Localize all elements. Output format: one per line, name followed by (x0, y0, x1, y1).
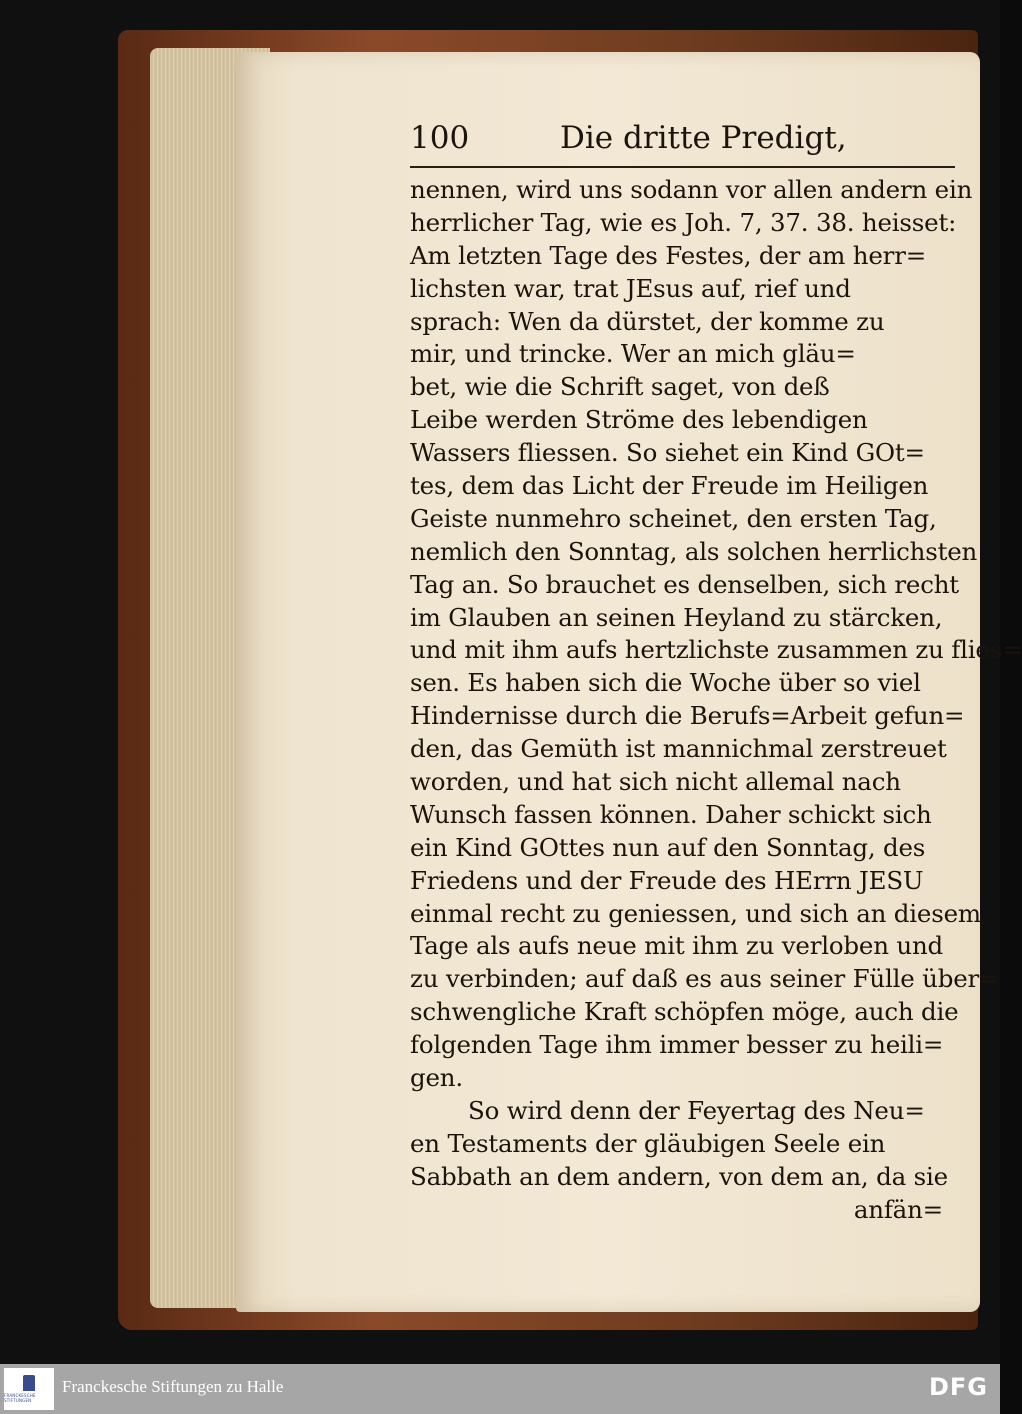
text-line: folgenden Tage ihm immer besser zu heili= (410, 1030, 944, 1060)
text-line: Tage als aufs neue mit ihm zu verloben und (410, 931, 944, 961)
text-line: nemlich den Sonntag, als solchen herrlichsten (410, 536, 978, 566)
text-line: den, das Gemüth ist mannichmal zerstreuet (410, 734, 947, 764)
text-line: Hindernisse durch die Berufs=Arbeit gefun= (410, 701, 965, 731)
institution-logo[interactable] (4, 1368, 54, 1410)
text-line: Wassers fliessen. So siehet ein Kind GOt= (410, 438, 925, 468)
text-line: zu verbinden; auf daß es aus seiner Fülle über= (410, 964, 1000, 994)
text-line: Leibe werden Ströme des lebendigen (410, 405, 868, 435)
page-header (410, 120, 955, 164)
body-text (410, 174, 1022, 1227)
page-number: 100 (410, 120, 470, 156)
funder-logo[interactable]: DFG (928, 1373, 988, 1401)
text-line: Tag an. So brauchet es denselben, sich recht (410, 569, 959, 599)
logo-text: FRANCKESCHE STIFTUNGEN (4, 1393, 36, 1403)
text-line: Wunsch fassen können. Daher schickt sich (410, 799, 932, 829)
text-line: im Glauben an seinen Heyland zu stärcken, (410, 602, 943, 632)
text-line: worden, und hat sich nicht allemal nach (410, 767, 901, 797)
logo-icon (23, 1375, 35, 1391)
text-block (410, 120, 1022, 1227)
text-line: Friedens und der Freude des HErrn JESU (410, 865, 924, 895)
text-line: Am letzten Tage des Festes, der am herr= (410, 240, 927, 270)
text-line: bet, wie die Schrift saget, von deß (410, 372, 830, 402)
text-line: ein Kind GOttes nun auf den Sonntag, des (410, 832, 926, 862)
text-line: lichsten war, trat JEsus auf, rief und (410, 273, 851, 303)
text-line: schwengliche Kraft schöpfen möge, auch die (410, 997, 959, 1027)
text-line: gen. (410, 1063, 463, 1093)
running-head: Die dritte Predigt, (560, 120, 847, 156)
text-line: nennen, wird uns sodann vor allen andern ein (410, 175, 973, 204)
text-line: einmal recht zu geniessen, und sich an diesem (410, 898, 981, 928)
viewer-footer (0, 1364, 1000, 1414)
text-line: sprach: Wen da dürstet, der komme zu (410, 306, 885, 336)
text-line: Geiste nunmehro scheinet, den ersten Tag, (410, 503, 937, 533)
text-line: mir, und trincke. Wer an mich gläu= (410, 339, 856, 369)
text-line: en Testaments der gläubigen Seele ein (410, 1128, 886, 1158)
header-rule (410, 166, 955, 168)
text-line: Sabbath an dem andern, von dem an, da sie (410, 1161, 948, 1191)
text-line: herrlicher Tag, wie es Joh. 7, 37. 38. heisset: (410, 207, 957, 237)
text-line: tes, dem das Licht der Freude im Heiligen (410, 471, 929, 501)
text-line: sen. Es haben sich die Woche über so viel (410, 668, 921, 698)
catchword: anfän= (853, 1194, 943, 1224)
text-line: So wird denn der Feyertag des Neu= (468, 1095, 925, 1125)
institution-name[interactable]: Franckesche Stiftungen zu Halle (62, 1377, 284, 1396)
text-line: und mit ihm aufs hertzlichste zusammen zu flies= (410, 635, 1022, 665)
